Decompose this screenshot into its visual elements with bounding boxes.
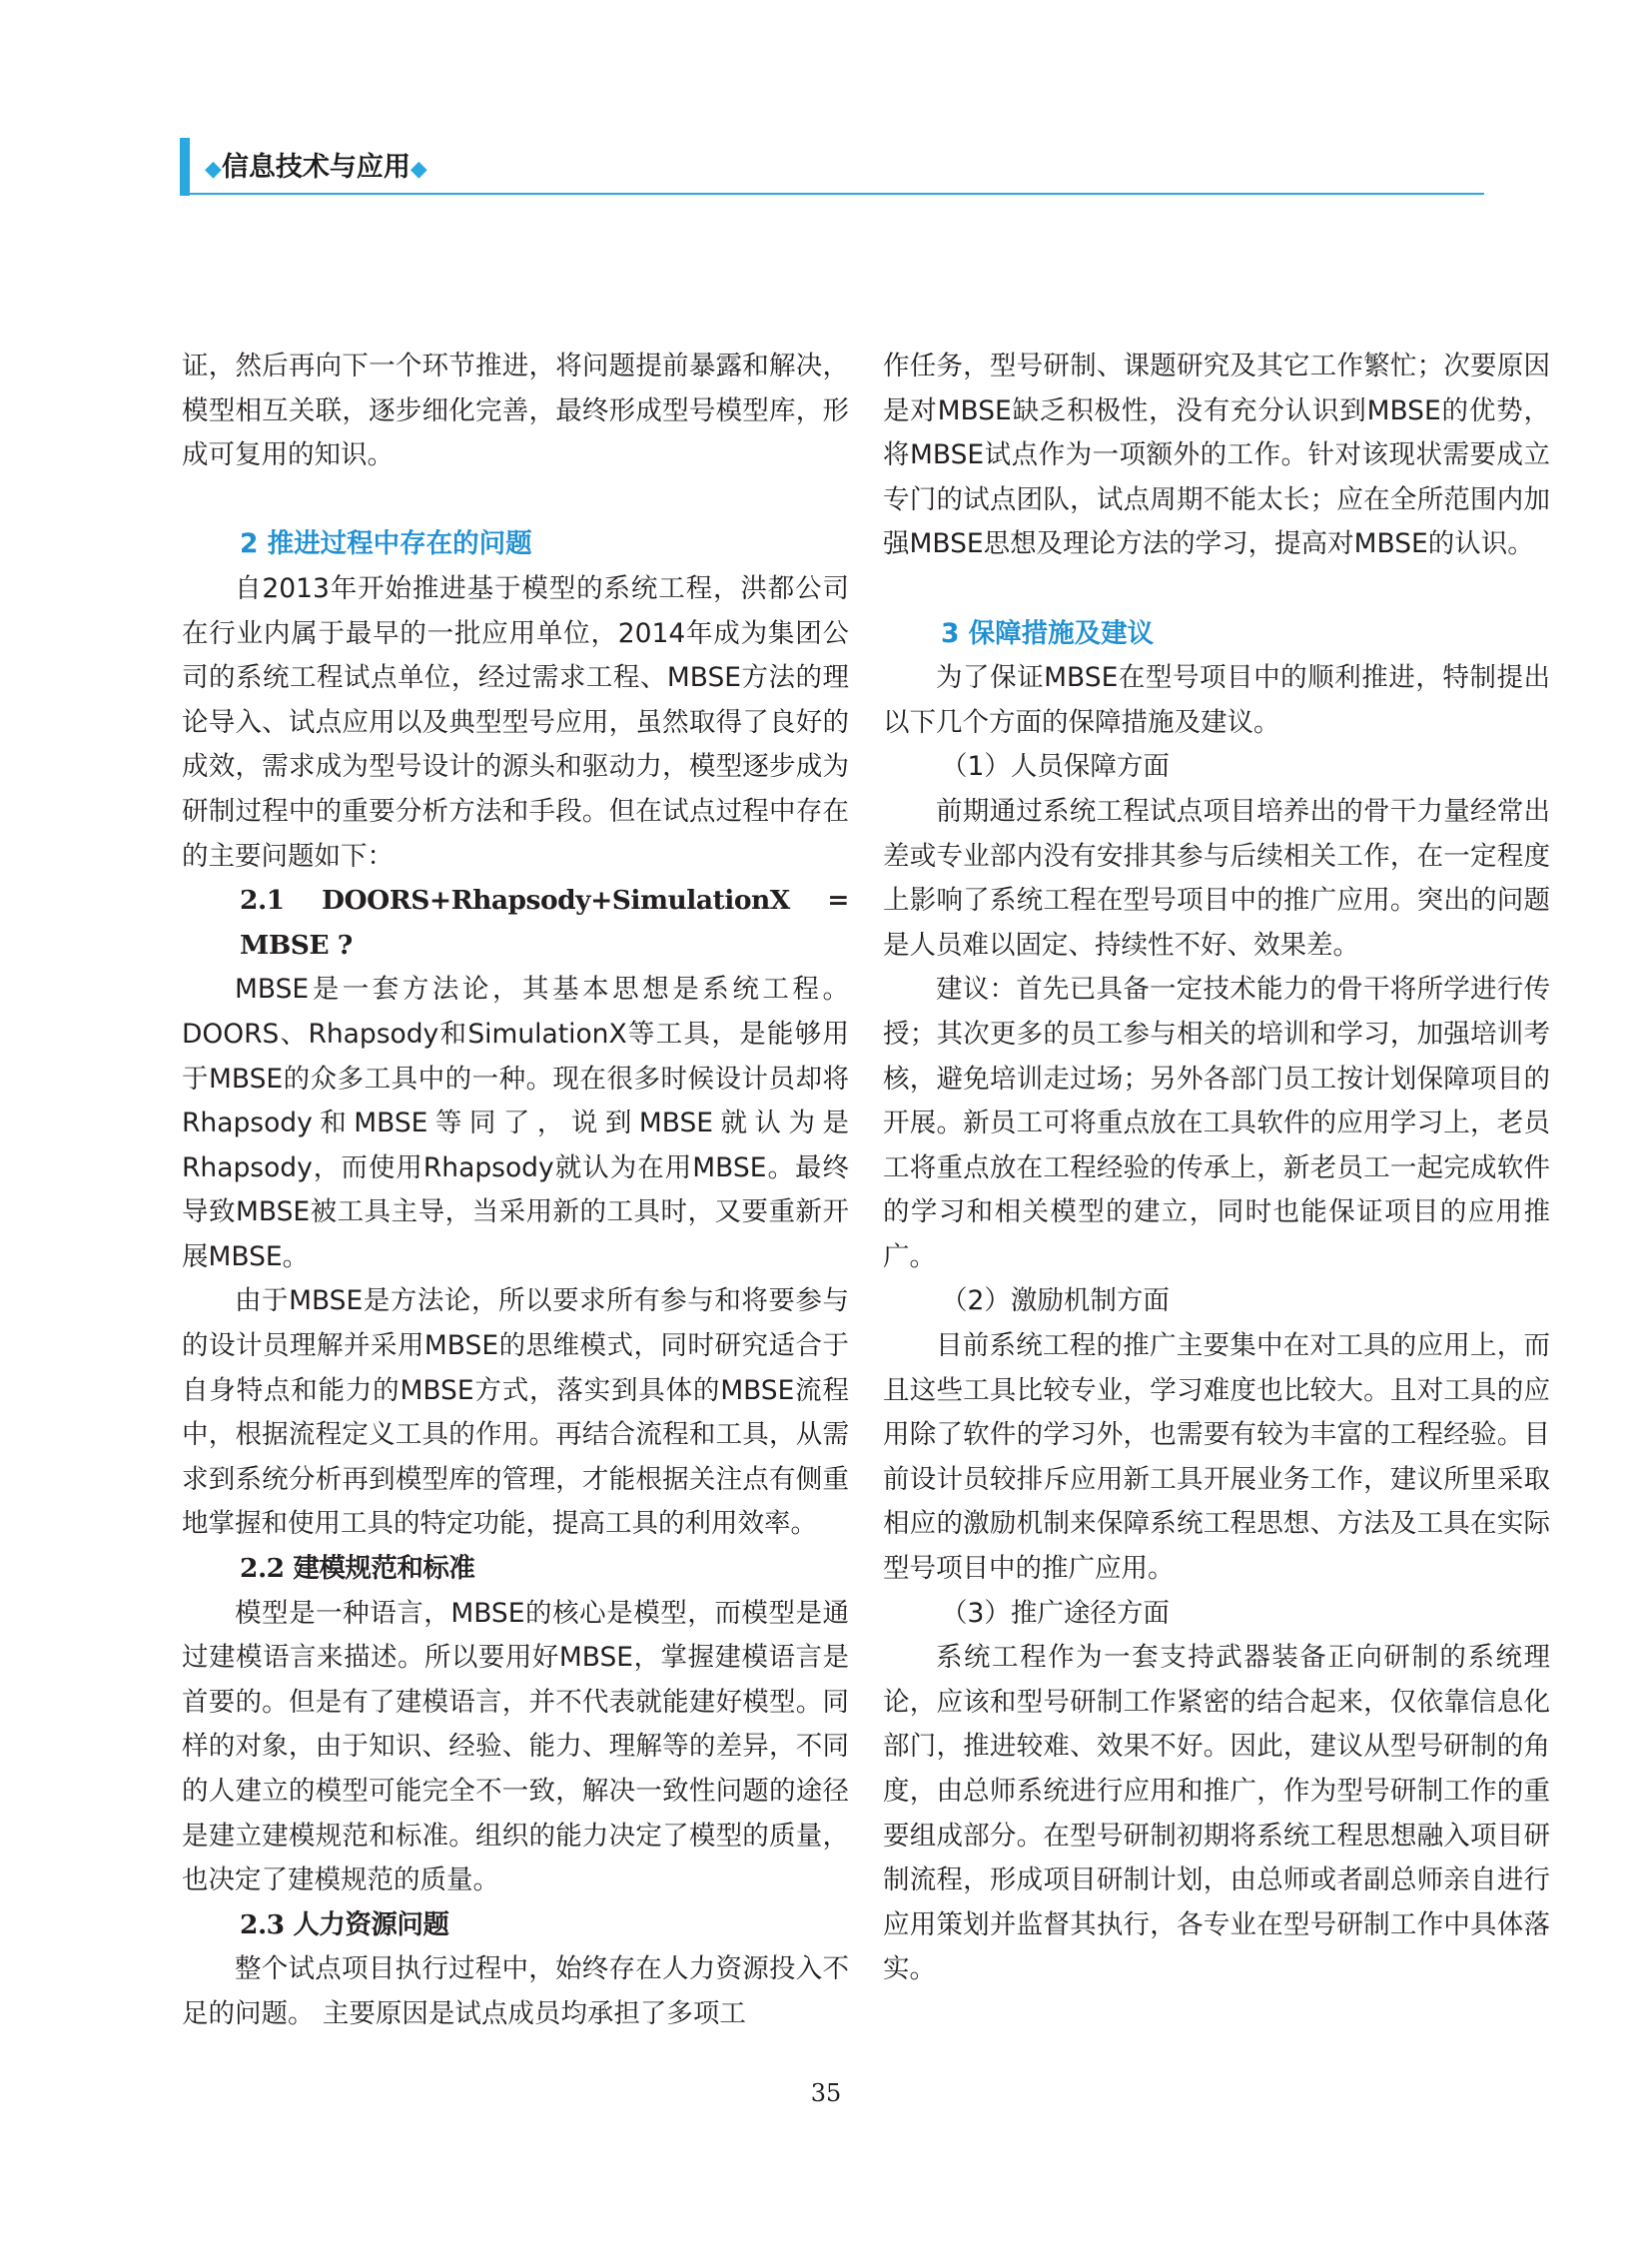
list-heading-3: （3）推广途径方面 [941,1597,1170,1629]
section-heading-2: 2 推进过程中存在的问题 [240,528,532,560]
paragraph: 为了保证MBSE在型号项目中的顺利推进，特制提出以下几个方面的保障措施及建议。 [883,662,1550,738]
list-heading-2: （2）激励机制方面 [941,1285,1170,1317]
diamond-icon: ◆ [410,157,427,182]
header-rule [190,193,1484,195]
subsection-heading-2-3: 2.3 人力资源问题 [240,1908,449,1940]
right-column [883,345,1550,1992]
journal-section-header [205,146,427,190]
paragraph: 系统工程作为一套支持武器装备正向研制的系统理论，应该和型号研制工作紧密的结合起来，仅依靠信息化部门，推进较难、效果不好。因此，建议从型号研制的角度，由总师系统进行应用和推广，作为型号研制工作的重要组成部分。在型号研制初期将系统工程思想融入项目研制流程，形成项目研制计划，由总师或者副总师亲自进行应用策划并监督其执行，各专业在型号研制工作中具体落实。 [883,1642,1550,1985]
paragraph: 证，然后再向下一个环节推进，将问题提前暴露和解决，模型相互关联，逐步细化完善，最终形成型号模型库，形成可复用的知识。 [182,351,849,471]
paragraph: 目前系统工程的推广主要集中在对工具的应用上，而且这些工具比较专业，学习难度也比较大。且对工具的应用除了软件的学习外，也需要有较为丰富的工程经验。目前设计员较排斥应用新工具开展业务工作，建议所里采取相应的激励机制来保障系统工程思想、方法及工具在实际型号项目中的推广应用。 [883,1330,1550,1585]
paragraph: 模型是一种语言，MBSE的核心是模型，而模型是通过建模语言来描述。所以要用好MBSE，掌握建模语言是首要的。但是有了建模语言，并不代表就能建好模型。同样的对象，由于知识、经验、能力、理解等的差异，不同的人建立的模型可能完全不一致，解决一致性问题的途径是建立建模规范和标准。组织的能力决定了模型的质量，也决定了建模规范的质量。 [182,1597,849,1896]
diamond-icon: ◆ [205,157,222,182]
paragraph: MBSE是一套方法论，其基本思想是系统工程。DOORS、Rhapsody和SimulationX等工具，是能够用于MBSE的众多工具中的一种。现在很多时候设计员却将Rhapsody和MBSE等同了，说到MBSE就认为是Rhapsody，而使用Rhapsody就认为在用MBSE。最终导致MBSE被工具主导，当采用新的工具时，又要重新开展MBSE。 [182,974,849,1272]
paragraph: 整个试点项目执行过程中，始终存在人力资源投入不足的问题。 主要原因是试点成员均承担了多项工 [182,1953,849,2029]
section-heading-3: 3 保障措施及建议 [941,617,1155,649]
paragraph: 前期通过系统工程试点项目培养出的骨干力量经常出差或专业部内没有安排其参与后续相关工作，在一定程度上影响了系统工程在型号项目中的推广应用。突出的问题是人员难以固定、持续性不好、效果差。 [883,795,1550,961]
list-heading-1: （1）人员保障方面 [941,751,1170,783]
paragraph: 自2013年开始推进基于模型的系统工程，洪都公司在行业内属于最早的一批应用单位，2014年成为集团公司的系统工程试点单位，经过需求工程、MBSE方法的理论导入、试点应用以及典型型号应用，虽然取得了良好的成效，需求成为型号设计的源头和驱动力，模型逐步成为研制过程中的重要分析方法和手段。但在试点过程中存在的主要问题如下： [182,572,849,872]
page-number: 35 [810,2079,842,2107]
spacer [182,478,849,523]
spacer [883,567,1550,612]
section-header-title: 信息技术与应用 [221,152,411,183]
subsection-heading-2-1: 2.1 DOORS+Rhapsody+SimulationX = MBSE ? [240,885,849,961]
paragraph: 建议：首先已具备一定技术能力的骨干将所学进行传授；其次更多的员工参与相关的培训和学习，加强培训考核，避免培训走过场；另外各部门员工按计划保障项目的开展。新员工可将重点放在工具软件的应用学习上，老员工将重点放在工程经验的传承上，新老员工一起完成软件的学习和相关模型的建立，同时也能保证项目的应用推广。 [883,974,1550,1272]
subsection-heading-2-2: 2.2 建模规范和标准 [240,1553,475,1585]
paragraph: 由于MBSE是方法论，所以要求所有参与和将要参与的设计员理解并采用MBSE的思维模式，同时研究适合于自身特点和能力的MBSE方式，落实到具体的MBSE流程中，根据流程定义工具的作用。再结合流程和工具，从需求到系统分析再到模型库的管理，才能根据关注点有侧重地掌握和使用工具的特定功能，提高工具的利用效率。 [182,1285,849,1540]
left-column [182,345,849,2037]
header-accent-bar [180,138,190,196]
paragraph: 作任务，型号研制、课题研究及其它工作繁忙；次要原因是对MBSE缺乏积极性，没有充分认识到MBSE的优势，将MBSE试点作为一项额外的工作。针对该现状需要成立专门的试点团队，试点周期不能太长；应在全所范围内加强MBSE思想及理论方法的学习，提高对MBSE的认识。 [883,351,1550,560]
